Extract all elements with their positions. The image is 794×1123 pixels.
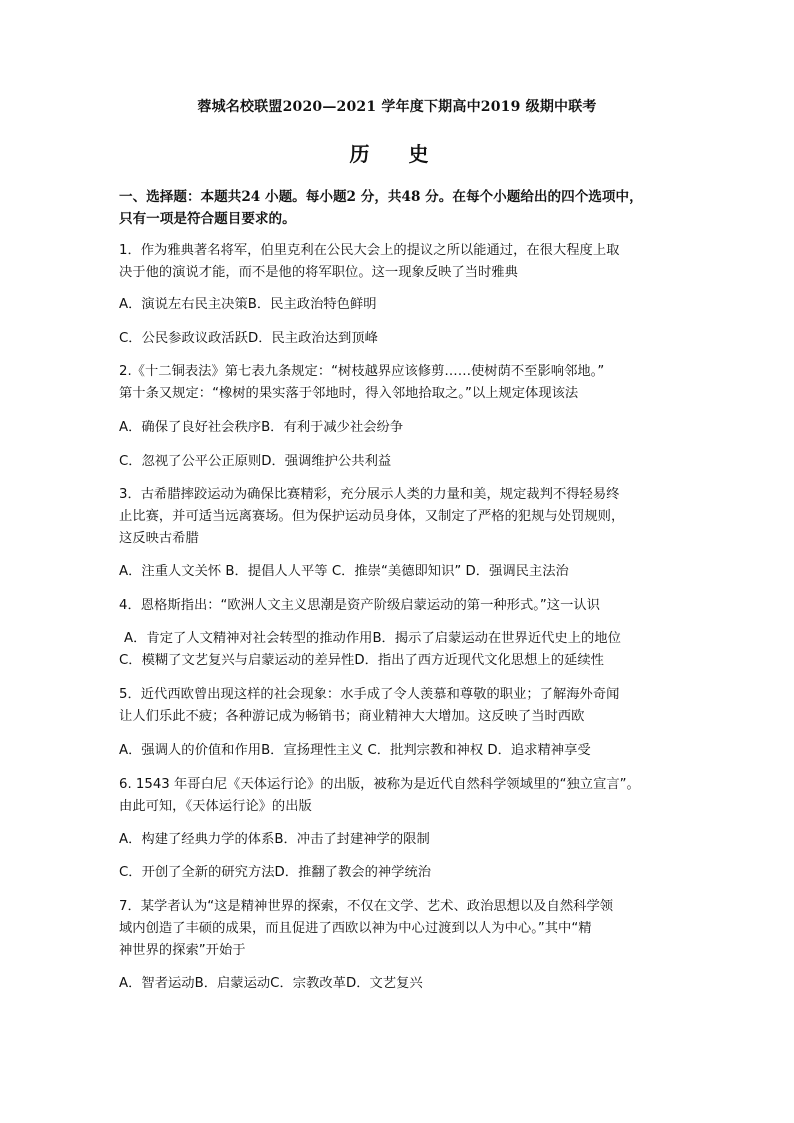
stem-line: 决于他的演说才能，而不是他的将军职位。这一现象反映了当时雅典 (119, 265, 518, 280)
question-6-options-row: A．构建了经典力学的体系B．冲击了封建神学的限制 (119, 832, 430, 847)
stem-line: 5．近代西欧曾出现这样的社会现象：水手成了令人羡慕和尊敬的职业；了解海外奇闻 (119, 687, 620, 702)
question-6-stem (119, 774, 691, 818)
question-3-stem (119, 484, 691, 550)
stem-line: 6. 1543 年哥白尼《天体运行论》的出版，被称为是近代自然科学领域里的“独立宣言”。 (119, 777, 640, 792)
question-4-options-row: A．肯定了人文精神对社会转型的推动作用B．揭示了启蒙运动在世界近代史上的地位 (124, 631, 621, 646)
question-4-options-row: C．模糊了文艺复兴与启蒙运动的差异性D．指出了西方近现代文化思想上的延续性 (119, 653, 604, 668)
stem-line: 这反映古希腊 (119, 531, 199, 546)
stem-line: 1．作为雅典著名将军，伯里克利在公民大会上的提议之所以能通过，在很大程度上取 (119, 243, 620, 258)
question-1-options-row: C．公民参政议政活跃D．民主政治达到顶峰 (119, 331, 378, 346)
stem-line: 2.《十二铜表法》第七表九条规定：“树枝越界应该修剪……使树荫不至影响邻地。” (119, 364, 605, 379)
stem-line: 域内创造了丰硕的成果，而且促进了西欧以神为中心过渡到以人为中心。”其中“精 (119, 921, 592, 936)
subject-heading: 历 史 (349, 142, 445, 166)
question-1-stem (119, 240, 691, 284)
question-4-stem (119, 595, 691, 617)
stem-line: 3．古希腊摔跤运动为确保比赛精彩，充分展示人类的力量和美，规定裁判不得轻易终 (119, 487, 620, 502)
question-6-options-row: C．开创了全新的研究方法D．推翻了教会的神学统治 (119, 865, 432, 880)
question-2-stem (119, 361, 691, 405)
section-heading-line: 只有一项是符合题目要求的。 (119, 211, 296, 227)
stem-line: 由此可知，《天体运行论》的出版 (119, 799, 312, 814)
stem-line: 让人们乐此不疲；各种游记成为畅销书；商业精神大大增加。这反映了当时西欧 (119, 709, 585, 724)
stem-line: 7．某学者认为“这是精神世界的探索，不仅在文学、艺术、政治思想以及自然科学领 (119, 899, 614, 914)
stem-line: 4．恩格斯指出：“欧洲人文主义思潮是资产阶级启蒙运动的第一种形式。”这一认识 (119, 598, 600, 613)
question-7-options-row: A．智者运动B．启蒙运动C．宗教改革D．文艺复兴 (119, 976, 423, 991)
section-heading-line: 一、选择题：本题共24 小题。每小题2 分，共48 分。在每个小题给出的四个选项中， (119, 189, 643, 205)
question-7-stem (119, 896, 691, 962)
question-1-options-row: A．演说左右民主决策B．民主政治特色鲜明 (119, 297, 377, 312)
exam-title: 蓉城名校联盟2020—2021 学年度下期高中2019 级期中联考 (197, 99, 597, 115)
question-5-options-row: A．强调人的价值和作用B．宣扬理性主义 C．批判宗教和神权 D．追求精神享受 (119, 743, 591, 758)
section-heading (119, 186, 689, 230)
question-3-options-row: A．注重人文关怀 B．提倡人人平等 C．推崇“美德即知识” D．强调民主法治 (119, 564, 569, 579)
stem-line: 第十条又规定：“橡树的果实落于邻地时，得入邻地拾取之。”以上规定体现该法 (119, 386, 579, 401)
stem-line: 止比赛，并可适当远离赛场。但为保护运动员身体，又制定了严格的犯规与处罚规则， (119, 509, 625, 524)
stem-line: 神世界的探索”开始于 (119, 943, 246, 958)
question-5-stem (119, 684, 691, 728)
question-2-options-row: C．忽视了公平公正原则D．强调维护公共利益 (119, 454, 392, 469)
question-2-options-row: A．确保了良好社会秩序B．有利于减少社会纷争 (119, 420, 404, 435)
